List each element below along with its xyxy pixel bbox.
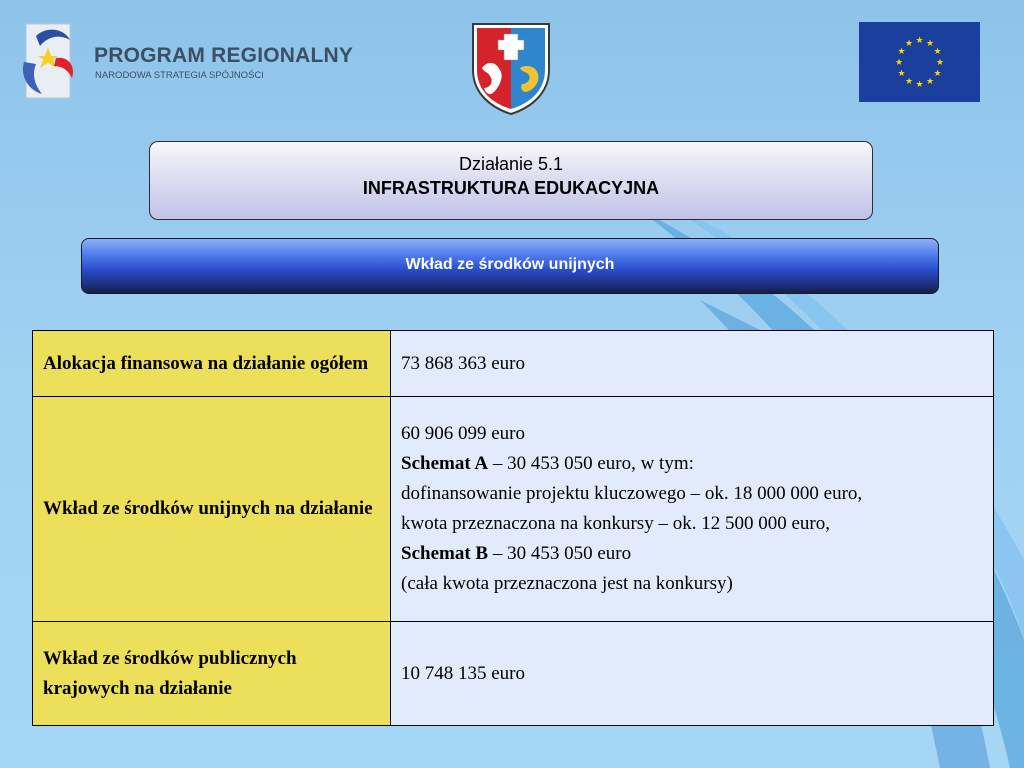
scheme-b-note: (cała kwota przeznaczona jest na konkursy) [401, 573, 733, 594]
eu-flag [859, 22, 980, 102]
svg-text:★: ★ [904, 39, 914, 49]
heading-action-title: INFRASTRUKTURA EDUKACYJNA [362, 178, 660, 198]
svg-text:★: ★ [897, 47, 906, 57]
program-regionalny-star-icon [16, 18, 88, 104]
key-project-line: dofinansowanie projektu kluczowego – ok. 18 000 000 euro, [401, 483, 863, 504]
scheme-b-label: Schemat B [401, 543, 489, 564]
table-row [33, 622, 994, 726]
row-value [391, 397, 994, 622]
svg-text:★: ★ [925, 77, 935, 87]
row-label: Wkład ze środków unijnych na działanie [33, 397, 391, 622]
svg-text:★: ★ [897, 69, 906, 79]
program-regionalny-logo [16, 18, 354, 104]
table-row [33, 331, 994, 397]
heading-action-number: Działanie 5.1 [458, 154, 564, 174]
svg-text:★: ★ [904, 77, 914, 87]
section-bar: Wkład ze środków unijnych [81, 238, 939, 294]
scheme-a-line [401, 449, 983, 479]
scheme-a-label: Schemat A [401, 453, 489, 474]
podkarpackie-coat-of-arms-icon [470, 20, 552, 116]
eu-total-line: 60 906 099 euro [401, 423, 526, 444]
row-label: Alokacja finansowa na działanie ogółem [33, 331, 391, 397]
svg-text:★: ★ [933, 69, 942, 79]
eu-flag-icon [859, 22, 980, 102]
allocation-table [32, 330, 994, 726]
svg-text:★: ★ [933, 47, 942, 57]
svg-text:★: ★ [935, 58, 945, 68]
program-regionalny-subtitle: NARODOWA STRATEGIA SPÓJNOŚCI [95, 70, 264, 81]
svg-text:★: ★ [925, 39, 935, 49]
row-value: 10 748 135 euro [391, 622, 994, 726]
table-row [33, 397, 994, 622]
svg-text:★: ★ [915, 80, 924, 90]
scheme-a-amount: – 30 453 050 euro, w tym: [488, 453, 694, 474]
scheme-b-line [401, 539, 983, 569]
scheme-b-amount: – 30 453 050 euro [488, 543, 632, 564]
row-value: 73 868 363 euro [391, 331, 994, 397]
svg-text:★: ★ [915, 36, 924, 46]
svg-text:★: ★ [894, 58, 904, 68]
heading-box [149, 141, 873, 220]
program-regionalny-title: PROGRAM REGIONALNY [94, 44, 354, 67]
row-label: Wkład ze środków publicznych krajowych na działanie [33, 622, 391, 726]
competition-line: kwota przeznaczona na konkursy – ok. 12 500 000 euro, [401, 513, 830, 534]
